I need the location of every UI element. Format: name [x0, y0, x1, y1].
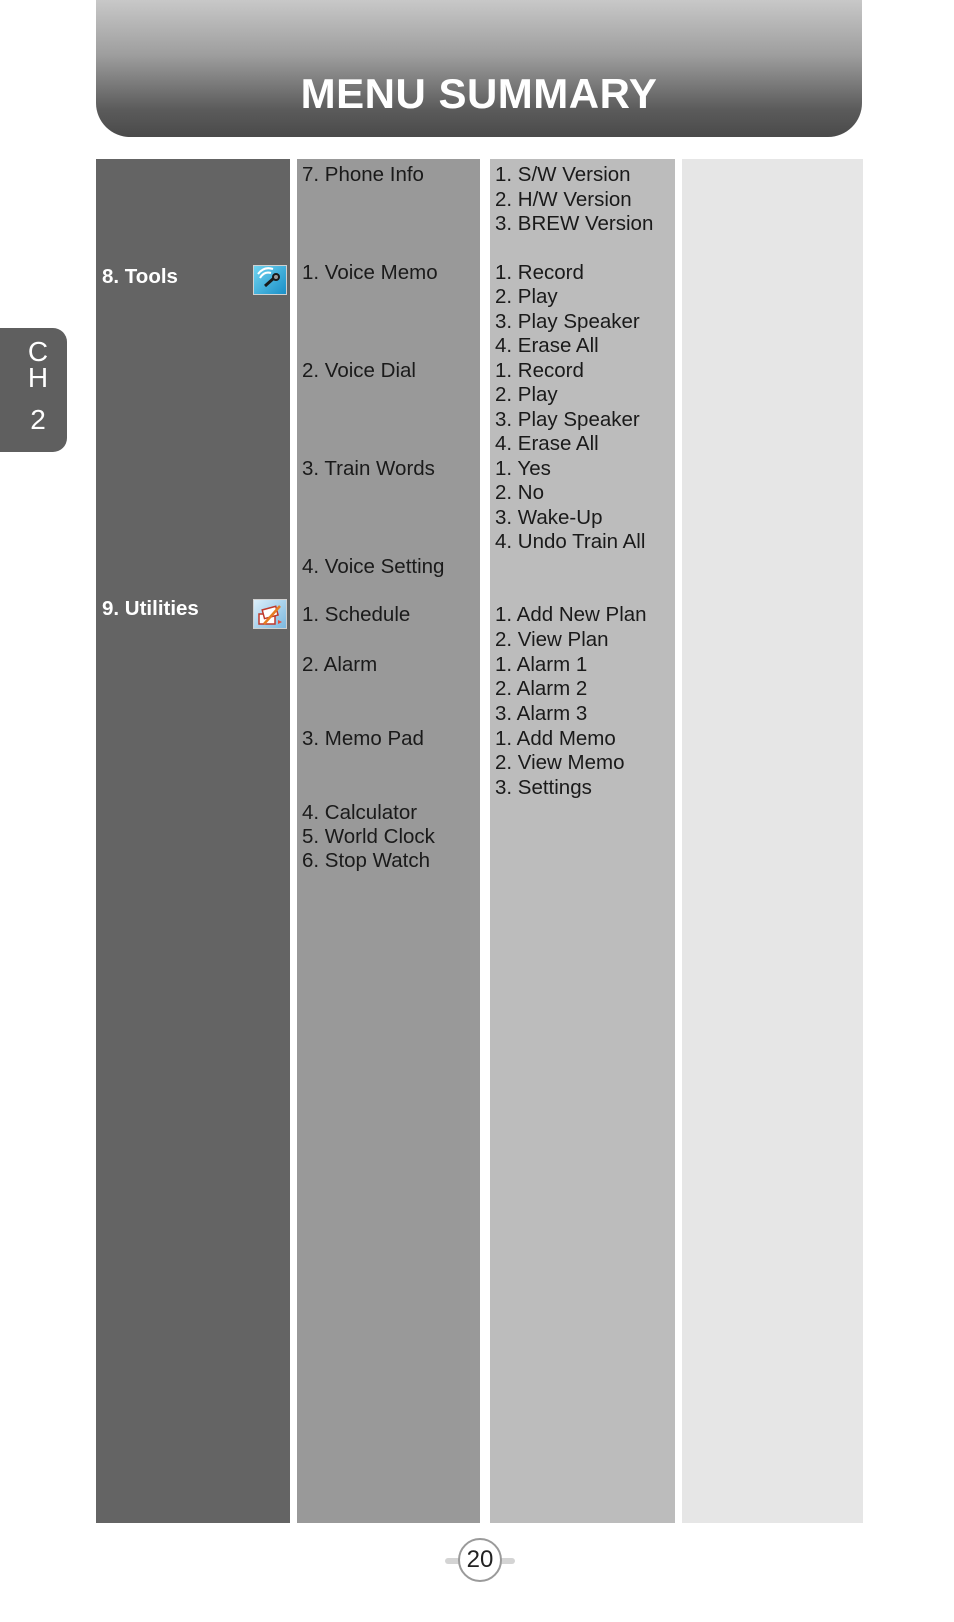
option-hw-version: 2. H/W Version — [495, 188, 632, 211]
option-train-undo-all: 4. Undo Train All — [495, 530, 646, 553]
menu-column-empty — [682, 159, 863, 1523]
option-alarm-2: 2. Alarm 2 — [495, 677, 588, 700]
option-memo-record: 1. Record — [495, 261, 584, 284]
option-view-memo: 2. View Memo — [495, 751, 625, 774]
option-add-memo: 1. Add Memo — [495, 727, 616, 750]
header-banner — [96, 0, 862, 137]
option-sw-version: 1. S/W Version — [495, 163, 631, 186]
page-number: 20 — [458, 1538, 502, 1582]
menu-item-schedule: 1. Schedule — [302, 603, 411, 626]
option-memo-settings: 3. Settings — [495, 776, 592, 799]
option-dial-play-speaker: 3. Play Speaker — [495, 408, 640, 431]
option-train-wake-up: 3. Wake-Up — [495, 506, 603, 529]
menu-tools: 8. Tools — [102, 265, 178, 288]
page-title: MENU SUMMARY — [300, 70, 658, 117]
option-memo-erase-all: 4. Erase All — [495, 334, 599, 357]
chapter-tab-letter-c: C — [27, 336, 49, 367]
option-add-new-plan: 1. Add New Plan — [495, 603, 647, 626]
microphone-icon — [253, 265, 287, 295]
menu-column-options — [490, 159, 675, 1523]
option-dial-play: 2. Play — [495, 383, 558, 406]
menu-item-phone-info: 7. Phone Info — [302, 163, 424, 186]
notepad-icon — [253, 599, 287, 629]
chapter-tab-letter-h: H — [27, 362, 49, 393]
option-train-no: 2. No — [495, 481, 544, 504]
option-view-plan: 2. View Plan — [495, 628, 609, 651]
chapter-tab — [0, 328, 67, 452]
option-dial-erase-all: 4. Erase All — [495, 432, 599, 455]
menu-item-calculator: 4. Calculator — [302, 801, 418, 824]
menu-item-voice-dial: 2. Voice Dial — [302, 359, 416, 382]
menu-column-submenu — [297, 159, 480, 1523]
option-brew-version: 3. BREW Version — [495, 212, 654, 235]
menu-item-alarm: 2. Alarm — [302, 653, 378, 676]
option-alarm-1: 1. Alarm 1 — [495, 653, 588, 676]
chapter-tab-number: 2 — [30, 404, 46, 435]
option-train-yes: 1. Yes — [495, 457, 551, 480]
menu-column-top-level — [96, 159, 290, 1523]
menu-item-train-words: 3. Train Words — [302, 457, 435, 480]
menu-item-voice-memo: 1. Voice Memo — [302, 261, 438, 284]
option-memo-play: 2. Play — [495, 285, 558, 308]
option-dial-record: 1. Record — [495, 359, 584, 382]
menu-item-memo-pad: 3. Memo Pad — [302, 727, 424, 750]
menu-item-world-clock: 5. World Clock — [302, 825, 435, 848]
option-alarm-3: 3. Alarm 3 — [495, 702, 588, 725]
menu-item-voice-setting: 4. Voice Setting — [302, 555, 445, 578]
menu-utilities: 9. Utilities — [102, 597, 199, 620]
page-number-badge — [445, 1538, 515, 1584]
menu-item-stop-watch: 6. Stop Watch — [302, 849, 430, 872]
option-memo-play-speaker: 3. Play Speaker — [495, 310, 640, 333]
